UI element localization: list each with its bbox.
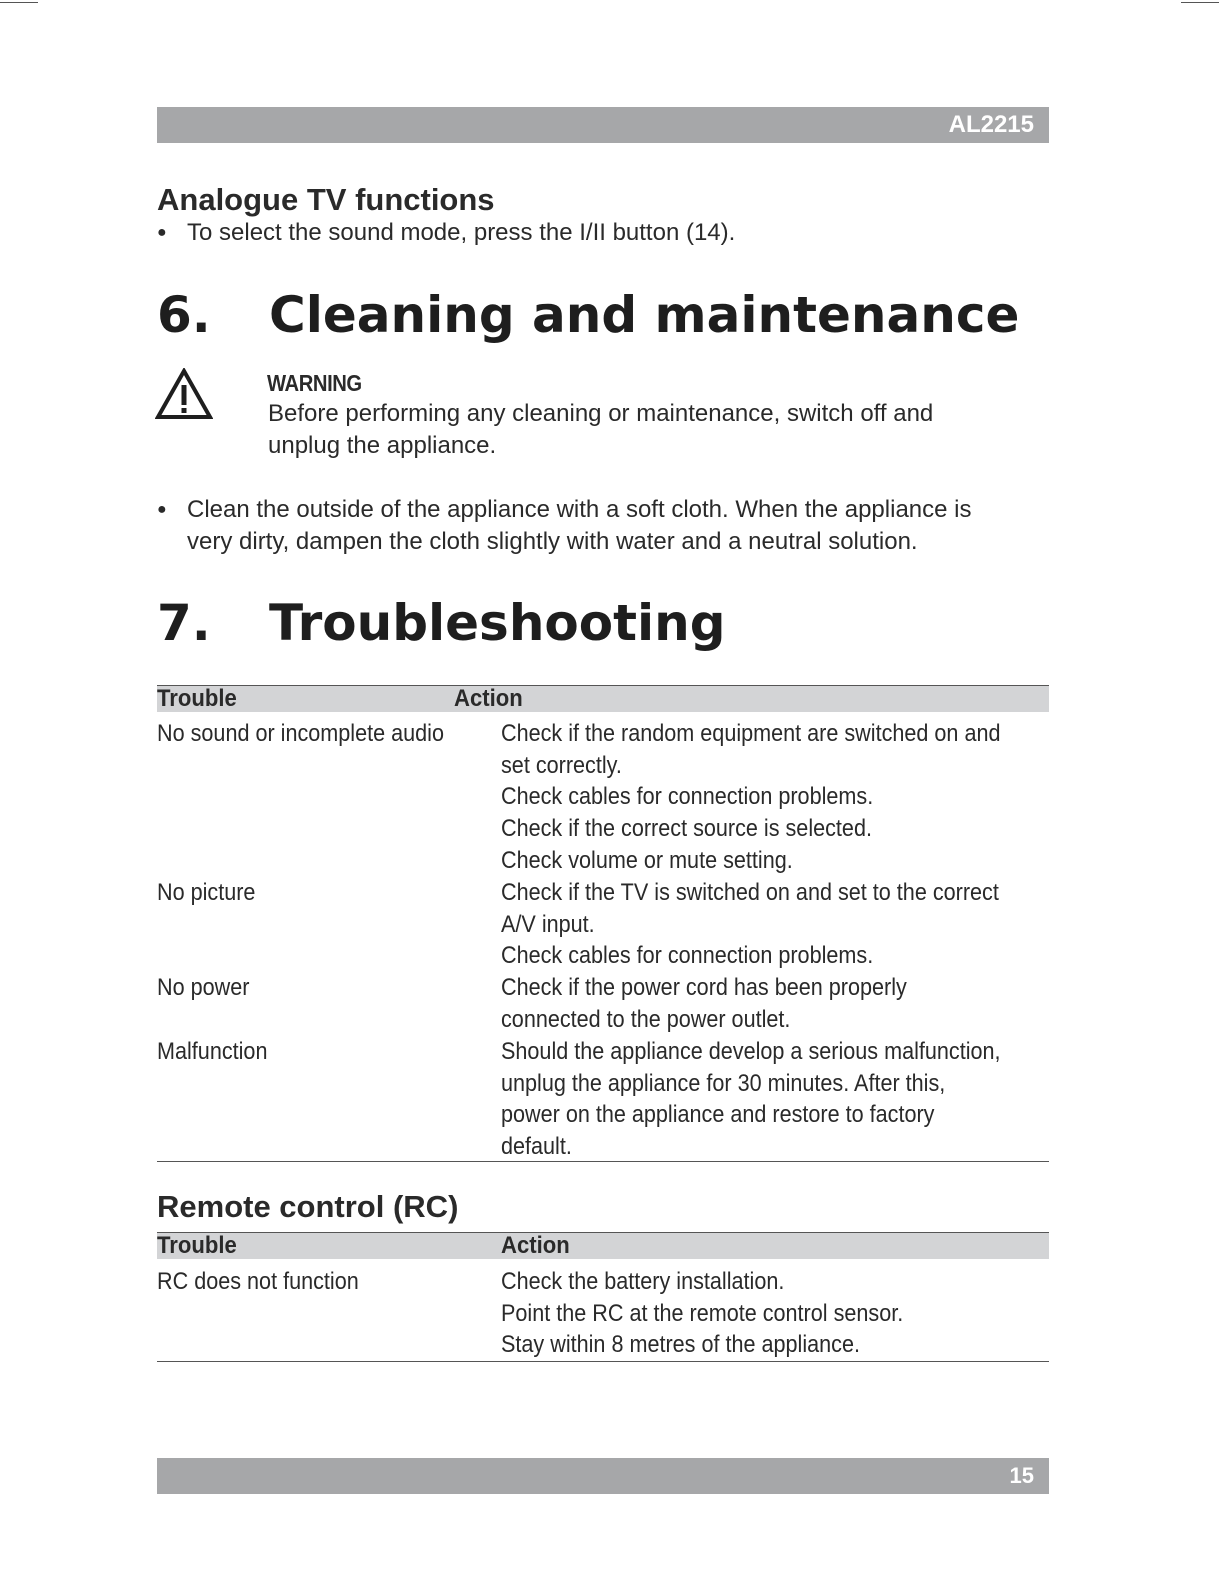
- action-line: Check if the correct source is selected.: [501, 815, 872, 843]
- col-action: Action: [454, 685, 523, 712]
- trouble-cell: RC does not function: [157, 1268, 359, 1295]
- trouble-cell: Malfunction: [157, 1038, 268, 1065]
- bullet-icon: ●: [157, 224, 167, 241]
- footer-bar: [157, 1458, 1049, 1494]
- table-header: [157, 685, 1049, 712]
- remote-heading: Remote control (RC): [157, 1189, 459, 1224]
- action-line: Point the RC at the remote control sensor.: [501, 1299, 904, 1327]
- cleaning-line: very dirty, dampen the cloth slightly with water and a neutral solution.: [187, 528, 918, 555]
- action-line: default.: [501, 1133, 572, 1161]
- model-code: AL2215: [948, 111, 1034, 138]
- section-title: Cleaning and maintenance: [269, 286, 1020, 344]
- crop-mark-right: [1181, 2, 1219, 3]
- action-line: Check if the TV is switched on and set to the correct: [501, 879, 999, 906]
- analogue-heading: Analogue TV functions: [157, 182, 495, 217]
- table-header: [157, 1232, 1049, 1259]
- action-line: Check volume or mute setting.: [501, 846, 793, 874]
- action-line: Check cables for connection problems.: [501, 783, 874, 811]
- section-number: 6.: [157, 286, 211, 344]
- warning-line: unplug the appliance.: [268, 432, 497, 459]
- action-cell: [501, 1036, 1056, 1163]
- trouble-cell: No picture: [157, 879, 256, 906]
- action-line: Check if the random equipment are switched on and: [501, 720, 1001, 747]
- warning-label: WARNING: [267, 370, 362, 396]
- cleaning-bullet-text: [187, 494, 972, 558]
- action-line: set correctly.: [501, 751, 622, 779]
- col-trouble: Trouble: [157, 685, 237, 712]
- trouble-cell: No power: [157, 974, 250, 1001]
- bullet-icon: ●: [157, 501, 167, 518]
- trouble-cell: No sound or incomplete audio: [157, 720, 444, 747]
- col-action: Action: [501, 1232, 570, 1259]
- warning-text: [268, 398, 933, 462]
- action-line: Check cables for connection problems.: [501, 942, 874, 970]
- analogue-bullet-text: To select the sound mode, press the I/II button (14).: [187, 219, 736, 246]
- action-line: Check if the power cord has been properly: [501, 974, 907, 1001]
- action-cell: [501, 972, 952, 1035]
- action-line: power on the appliance and restore to factory: [501, 1101, 935, 1129]
- table-bottom-rule: [157, 1361, 1049, 1362]
- action-cell: [501, 718, 1056, 877]
- crop-mark-left: [0, 2, 38, 3]
- cleaning-line: Clean the outside of the appliance with a soft cloth. When the appliance is: [187, 496, 972, 523]
- warning-line: Before performing any cleaning or maintenance, switch off and: [268, 400, 934, 427]
- action-line: unplug the appliance for 30 minutes. After this,: [501, 1069, 946, 1097]
- warning-triangle-icon: [155, 368, 213, 420]
- table-bottom-rule: [157, 1161, 1049, 1162]
- action-cell: [501, 1266, 948, 1361]
- col-trouble: Trouble: [157, 1232, 237, 1259]
- action-line: Should the appliance develop a serious malfunction,: [501, 1038, 1001, 1065]
- header-bar: [157, 107, 1049, 143]
- action-line: Check the battery installation.: [501, 1268, 785, 1295]
- action-cell: [501, 877, 1054, 972]
- action-line: A/V input.: [501, 910, 595, 938]
- section-title: Troubleshooting: [269, 594, 726, 652]
- section-number: 7.: [157, 594, 211, 652]
- action-line: Stay within 8 metres of the appliance.: [501, 1331, 861, 1359]
- page-number: 15: [1009, 1463, 1034, 1488]
- action-line: connected to the power outlet.: [501, 1005, 791, 1033]
